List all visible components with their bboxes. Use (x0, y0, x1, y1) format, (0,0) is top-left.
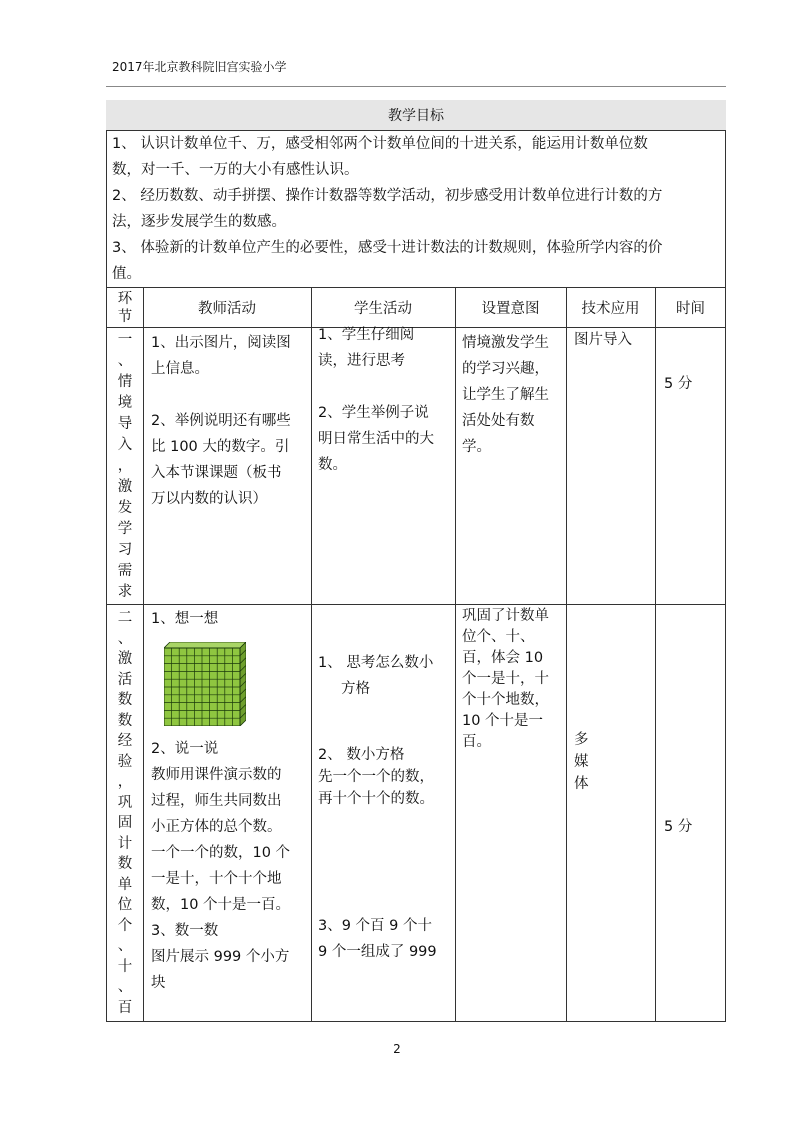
row2-student-3: 3、9 个百 9 个十 9 个一组成了 999 (318, 918, 437, 960)
objective-line: 值。 (112, 266, 141, 282)
rule (655, 287, 656, 1022)
rule (106, 604, 726, 605)
col-student-header: 学生活动 (354, 300, 412, 317)
row2-intent: 巩固了计数单 位个、十、 百，体会 10 个一是十，十 个十个地数， 10 个十是一 百。 (462, 608, 549, 750)
objective-line: 法，逐步发展学生的数感。 (112, 214, 286, 230)
page-header: 2017年北京教科院旧宫实验小学 (112, 60, 287, 74)
rule (311, 287, 312, 1022)
row2-time: 5 分 (664, 819, 693, 835)
col-stage-header: 环 节 (117, 291, 133, 325)
row2-stage: 二 、 激 活 数 数 经 验 ， 巩 固 计 数 单 位 个 、 十 、 百 (117, 610, 133, 1016)
row1-student: 1、学生仔细阅 读，进行思考 2、学生举例子说 明日常生活中的大 数。 (318, 327, 434, 473)
row1-tech: 图片导入 (574, 332, 632, 348)
row2-student-1: 1、 思考怎么数小 方格 (318, 655, 434, 697)
objectives-text (112, 131, 720, 287)
row2-student-2: 2、 数小方格 先一个一个的数， 再十个十个的数。 (318, 747, 434, 807)
col-intent-header: 设置意图 (481, 300, 540, 317)
header-rule (106, 86, 726, 87)
page-number: 2 (393, 1042, 401, 1056)
objective-line: 2、 经历数数、动手拼摆、操作计数器等数学活动，初步感受用计数单位进行计数的方 (112, 188, 663, 204)
objective-line: 数，对一千、一万的大小有感性认识。 (112, 162, 359, 178)
rule (143, 287, 144, 1022)
hundred-cube-block-image (164, 642, 246, 726)
objective-line: 1、 认识计数单位千、万，感受相邻两个计数单位间的十进关系，能运用计数单位数 (112, 136, 648, 152)
row1-stage: 一 、 情 境 导 入 ， 激 发 学 习 需 求 (117, 332, 133, 600)
row2-teacher: 2、说一说 教师用课件演示数的 过程，师生共同数出 小正方体的总个数。 一个一个的数，10 个 一是十，十个十个地 数，10 个十是一百。 3、数一数 图片展示 999 个小方 块 (151, 741, 291, 991)
row1-intent: 情境激发学生 的学习兴趣， 让学生了解生 活处处有数 学。 (462, 335, 549, 455)
row1-time: 5 分 (664, 376, 693, 392)
objective-line: 3、 体验新的计数单位产生的必要性，感受十进计数法的计数规则，体验所学内容的价 (112, 240, 663, 256)
col-tech-header: 技术应用 (581, 300, 640, 317)
row2-tech: 多 媒 体 (574, 732, 589, 792)
col-teacher-header: 教师活动 (198, 300, 256, 317)
col-time-header: 时间 (676, 300, 705, 317)
objectives-title: 教学目标 (106, 100, 726, 130)
row2-teacher-think: 1、想一想 (151, 611, 219, 627)
row1-teacher: 1、出示图片，阅读图 上信息。 2、举例说明还有哪些 比 100 大的数字。引 入本节课课题（板书 万以内数的认识） (151, 335, 291, 507)
rule (455, 287, 456, 1022)
rule (566, 287, 567, 1022)
